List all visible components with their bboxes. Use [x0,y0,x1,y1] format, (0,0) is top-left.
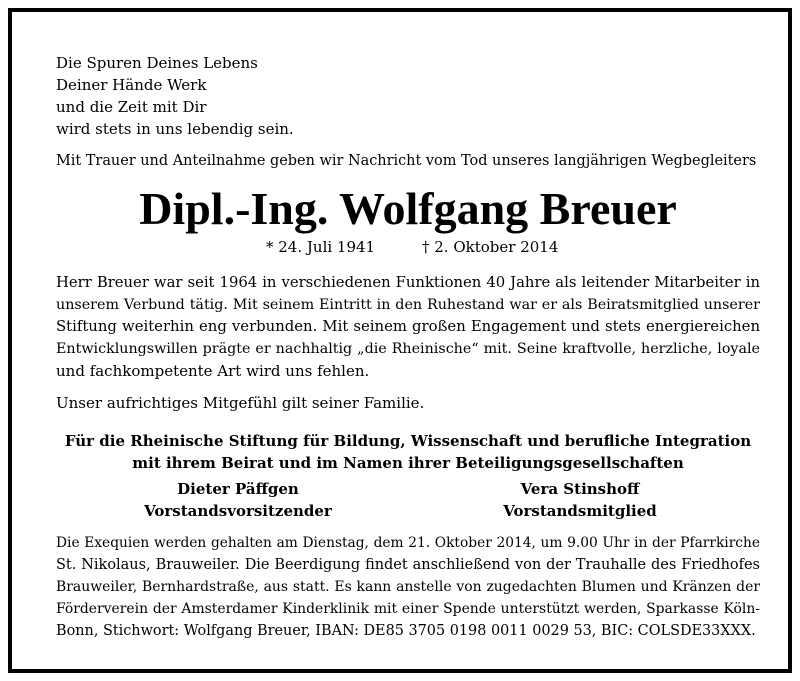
deceased-name: Dipl.-Ing. Wolfgang Breuer [139,183,677,234]
funeral-line: St. Nikolaus, Brauweiler. Die Beerdigung findet anschließend von der Trauhalle des Friedhofes [56,557,760,573]
life-dates [56,236,760,258]
funeral-line: Brauweiler, Bernhardstraße, aus statt. Es kann anstelle von zugedachten Blumen und Kränzen der [56,579,760,595]
poem-line: Deiner Hände Werk [56,76,207,94]
funeral-line: Die Exequien werden gehalten am Dienstag, dem 21. Oktober 2014, um 9.00 Uhr in der Pfarrkirche [56,535,760,551]
organization-line: mit ihrem Beirat und im Namen ihrer Beteiligungsgesellschaften [132,454,684,472]
organization-line: Für die Rheinische Stiftung für Bildung, Wissenschaft und berufliche Integration [64,432,752,450]
poem-line: und die Zeit mit Dir [56,98,207,116]
poem-line: Die Spuren Deines Lebens [56,54,258,72]
signer-stinshoff [480,478,680,522]
signer-role: Vorstandsvorsitzender [144,502,332,520]
obituary-frame [8,8,792,673]
signer-paeffgen [138,478,338,522]
funeral-notice [56,532,760,642]
death-date: † 2. Oktober 2014 [422,238,559,256]
tribute-paragraph [56,272,760,382]
signer-name: Vera Stinshoff [520,480,640,498]
signer-role: Vorstandsmitglied [503,502,657,520]
tribute-line: Entwicklungswillen prägte er nachhaltig „die Rheinische“ mit. Seine kraftvolle, herzliche, loyale [56,341,760,357]
obituary-content [56,52,760,642]
poem [56,52,760,140]
intro-text: Mit Trauer und Anteilnahme geben wir Nachricht vom Tod unseres langjährigen Wegbegleiters [56,153,757,169]
poem-line: wird stets in uns lebendig sein. [56,120,294,138]
signatories [56,478,760,524]
signer-name: Dieter Päffgen [177,480,299,498]
funeral-line: Förderverein der Amsterdamer Kinderklinik mit einer Spende unterstützt werden, Sparkasse Köln- [56,601,760,617]
condolence-text: Unser aufrichtiges Mitgefühl gilt seiner Familie. [56,394,425,412]
tribute-line: Stiftung weiterhin eng verbunden. Mit seinem großen Engagement und stets energiereichen [56,318,760,335]
organization-block [56,430,760,474]
funeral-line: Bonn, Stichwort: Wolfgang Breuer, IBAN: DE85 3705 0198 0011 0029 53, BIC: COLSDE33XXX. [56,623,756,639]
birth-date: * 24. Juli 1941 [266,238,376,256]
tribute-line: und fachkompetente Art wird uns fehlen. [56,362,370,380]
tribute-line: Herr Breuer war seit 1964 in verschiedenen Funktionen 40 Jahre als leitender Mitarbeiter in [56,274,760,291]
tribute-line: unserem Verbund tätig. Mit seinem Eintritt in den Ruhestand war er als Beiratsmitglied unserer [56,297,760,313]
